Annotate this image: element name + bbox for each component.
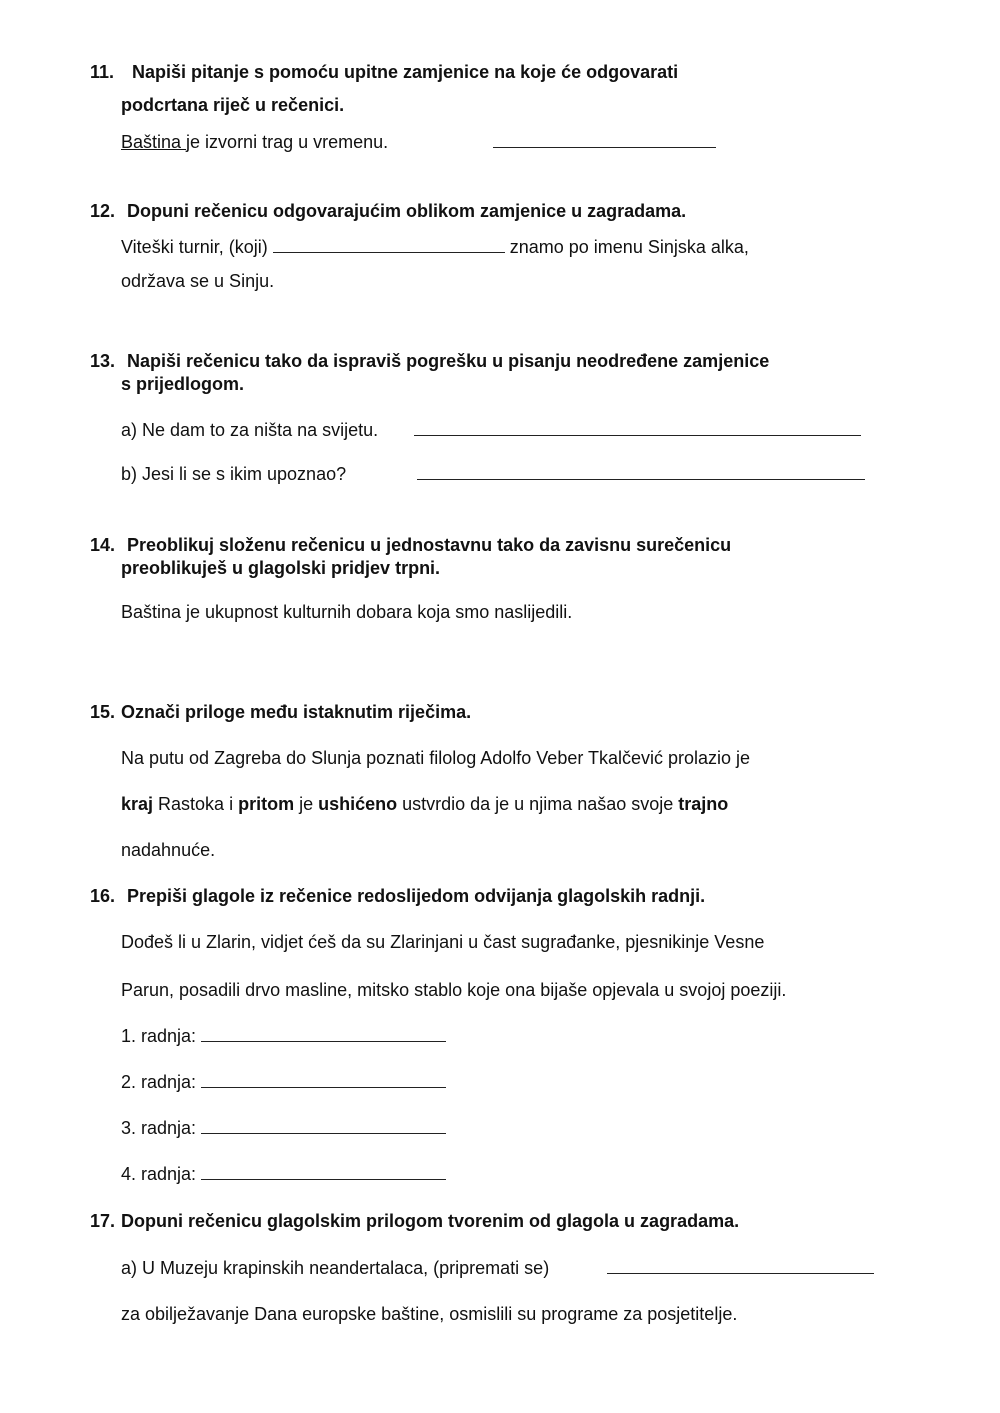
- highlighted-word[interactable]: trajno: [678, 794, 729, 814]
- q17-title: Dopuni rečenicu glagolskim prilogom tvorenim od glagola u zagradama.: [121, 1211, 740, 1231]
- q13-a: a) Ne dam to za ništa na svijetu.: [121, 420, 379, 440]
- q14-number: 14.: [90, 535, 116, 555]
- q13-number: 13.: [90, 351, 116, 371]
- q13-a-answer-field[interactable]: [414, 419, 861, 441]
- text: ustvrdio da je u njima našao svoje: [397, 794, 679, 814]
- answer-label: 3. radnja:: [121, 1118, 197, 1138]
- text: Rastoka i: [153, 794, 239, 814]
- answer-label: 4. radnja:: [121, 1164, 197, 1184]
- answer-label: 1. radnja:: [121, 1026, 197, 1046]
- q13-b: b) Jesi li se s ikim upoznao?: [121, 464, 347, 484]
- q14-title: Preoblikuj složenu rečenicu u jednostavnu tako da zavisnu surečenicu: [127, 535, 732, 555]
- q13-b-answer-field[interactable]: [417, 463, 865, 485]
- q11-sentence: [121, 131, 388, 153]
- q17-line2: za obilježavanje Dana europske baštine, osmislili su programe za posjetitelje.: [121, 1304, 738, 1324]
- answer-label: 2. radnja:: [121, 1072, 197, 1092]
- q15-line3: nadahnuće.: [121, 840, 216, 860]
- q12-post: znamo po imenu Sinjska alka,: [509, 237, 749, 257]
- q15-number: 15.: [90, 702, 116, 722]
- q17-a-answer-field[interactable]: [607, 1257, 874, 1279]
- q11-title: Napiši pitanje s pomoću upitne zamjenice na koje će odgovarati: [132, 62, 679, 82]
- q16-answer-4: [121, 1163, 446, 1185]
- q12-sentence: [121, 236, 749, 258]
- q16-line2: Parun, posadili drvo masline, mitsko stablo koje ona bijaše opjevala u svojoj poeziji.: [121, 980, 787, 1000]
- highlighted-word[interactable]: kraj: [121, 794, 154, 814]
- q12-number: 12.: [90, 201, 116, 221]
- q17-a: a) U Muzeju krapinskih neandertalaca, (pripremati se): [121, 1258, 550, 1278]
- highlighted-word[interactable]: pritom: [238, 794, 295, 814]
- q16-line1: Dođeš li u Zlarin, vidjet ćeš da su Zlarinjani u čast sugrađanke, pjesnikinje Vesne: [121, 932, 765, 952]
- underlined-word: Baština: [121, 132, 187, 152]
- q16-title: Prepiši glagole iz rečenice redoslijedom odvijanja glagolskih radnji.: [127, 886, 706, 906]
- text: je: [294, 794, 319, 814]
- q15-line2: [121, 793, 728, 815]
- q11-answer-field[interactable]: [493, 131, 716, 153]
- q12-answer-field[interactable]: [273, 236, 505, 253]
- q11-title-cont: podcrtana riječ u rečenici.: [121, 95, 345, 115]
- q11-number: 11.: [90, 62, 115, 82]
- q16-answer-2: [121, 1071, 446, 1093]
- q16-answer-3: [121, 1117, 446, 1139]
- q14-sentence: Baština je ukupnost kulturnih dobara koja smo naslijedili.: [121, 602, 573, 622]
- q13-title-cont: s prijedlogom.: [121, 374, 245, 394]
- q13-title: Napiši rečenicu tako da ispraviš pogrešku u pisanju neodređene zamjenice: [127, 351, 770, 371]
- q11-sentence-text: je izvorni trag u vremenu.: [186, 132, 389, 152]
- q12-pre: Viteški turnir, (koji): [121, 237, 268, 257]
- q15-title: Označi priloge među istaknutim riječima.: [121, 702, 472, 722]
- highlighted-word[interactable]: ushićeno: [318, 794, 398, 814]
- q15-line1: Na putu od Zagreba do Slunja poznati filolog Adolfo Veber Tkalčević prolazio je: [121, 748, 751, 768]
- answer-field[interactable]: [201, 1071, 446, 1088]
- q16-answer-1: [121, 1025, 446, 1047]
- answer-field[interactable]: [201, 1025, 446, 1042]
- q17-number: 17.: [90, 1211, 116, 1231]
- q16-number: 16.: [90, 886, 116, 906]
- answer-field[interactable]: [201, 1163, 446, 1180]
- q14-title-cont: preoblikuješ u glagolski pridjev trpni.: [121, 558, 441, 578]
- q12-line2: održava se u Sinju.: [121, 271, 275, 291]
- answer-field[interactable]: [201, 1117, 446, 1134]
- q12-title: Dopuni rečenicu odgovarajućim oblikom zamjenice u zagradama.: [127, 201, 687, 221]
